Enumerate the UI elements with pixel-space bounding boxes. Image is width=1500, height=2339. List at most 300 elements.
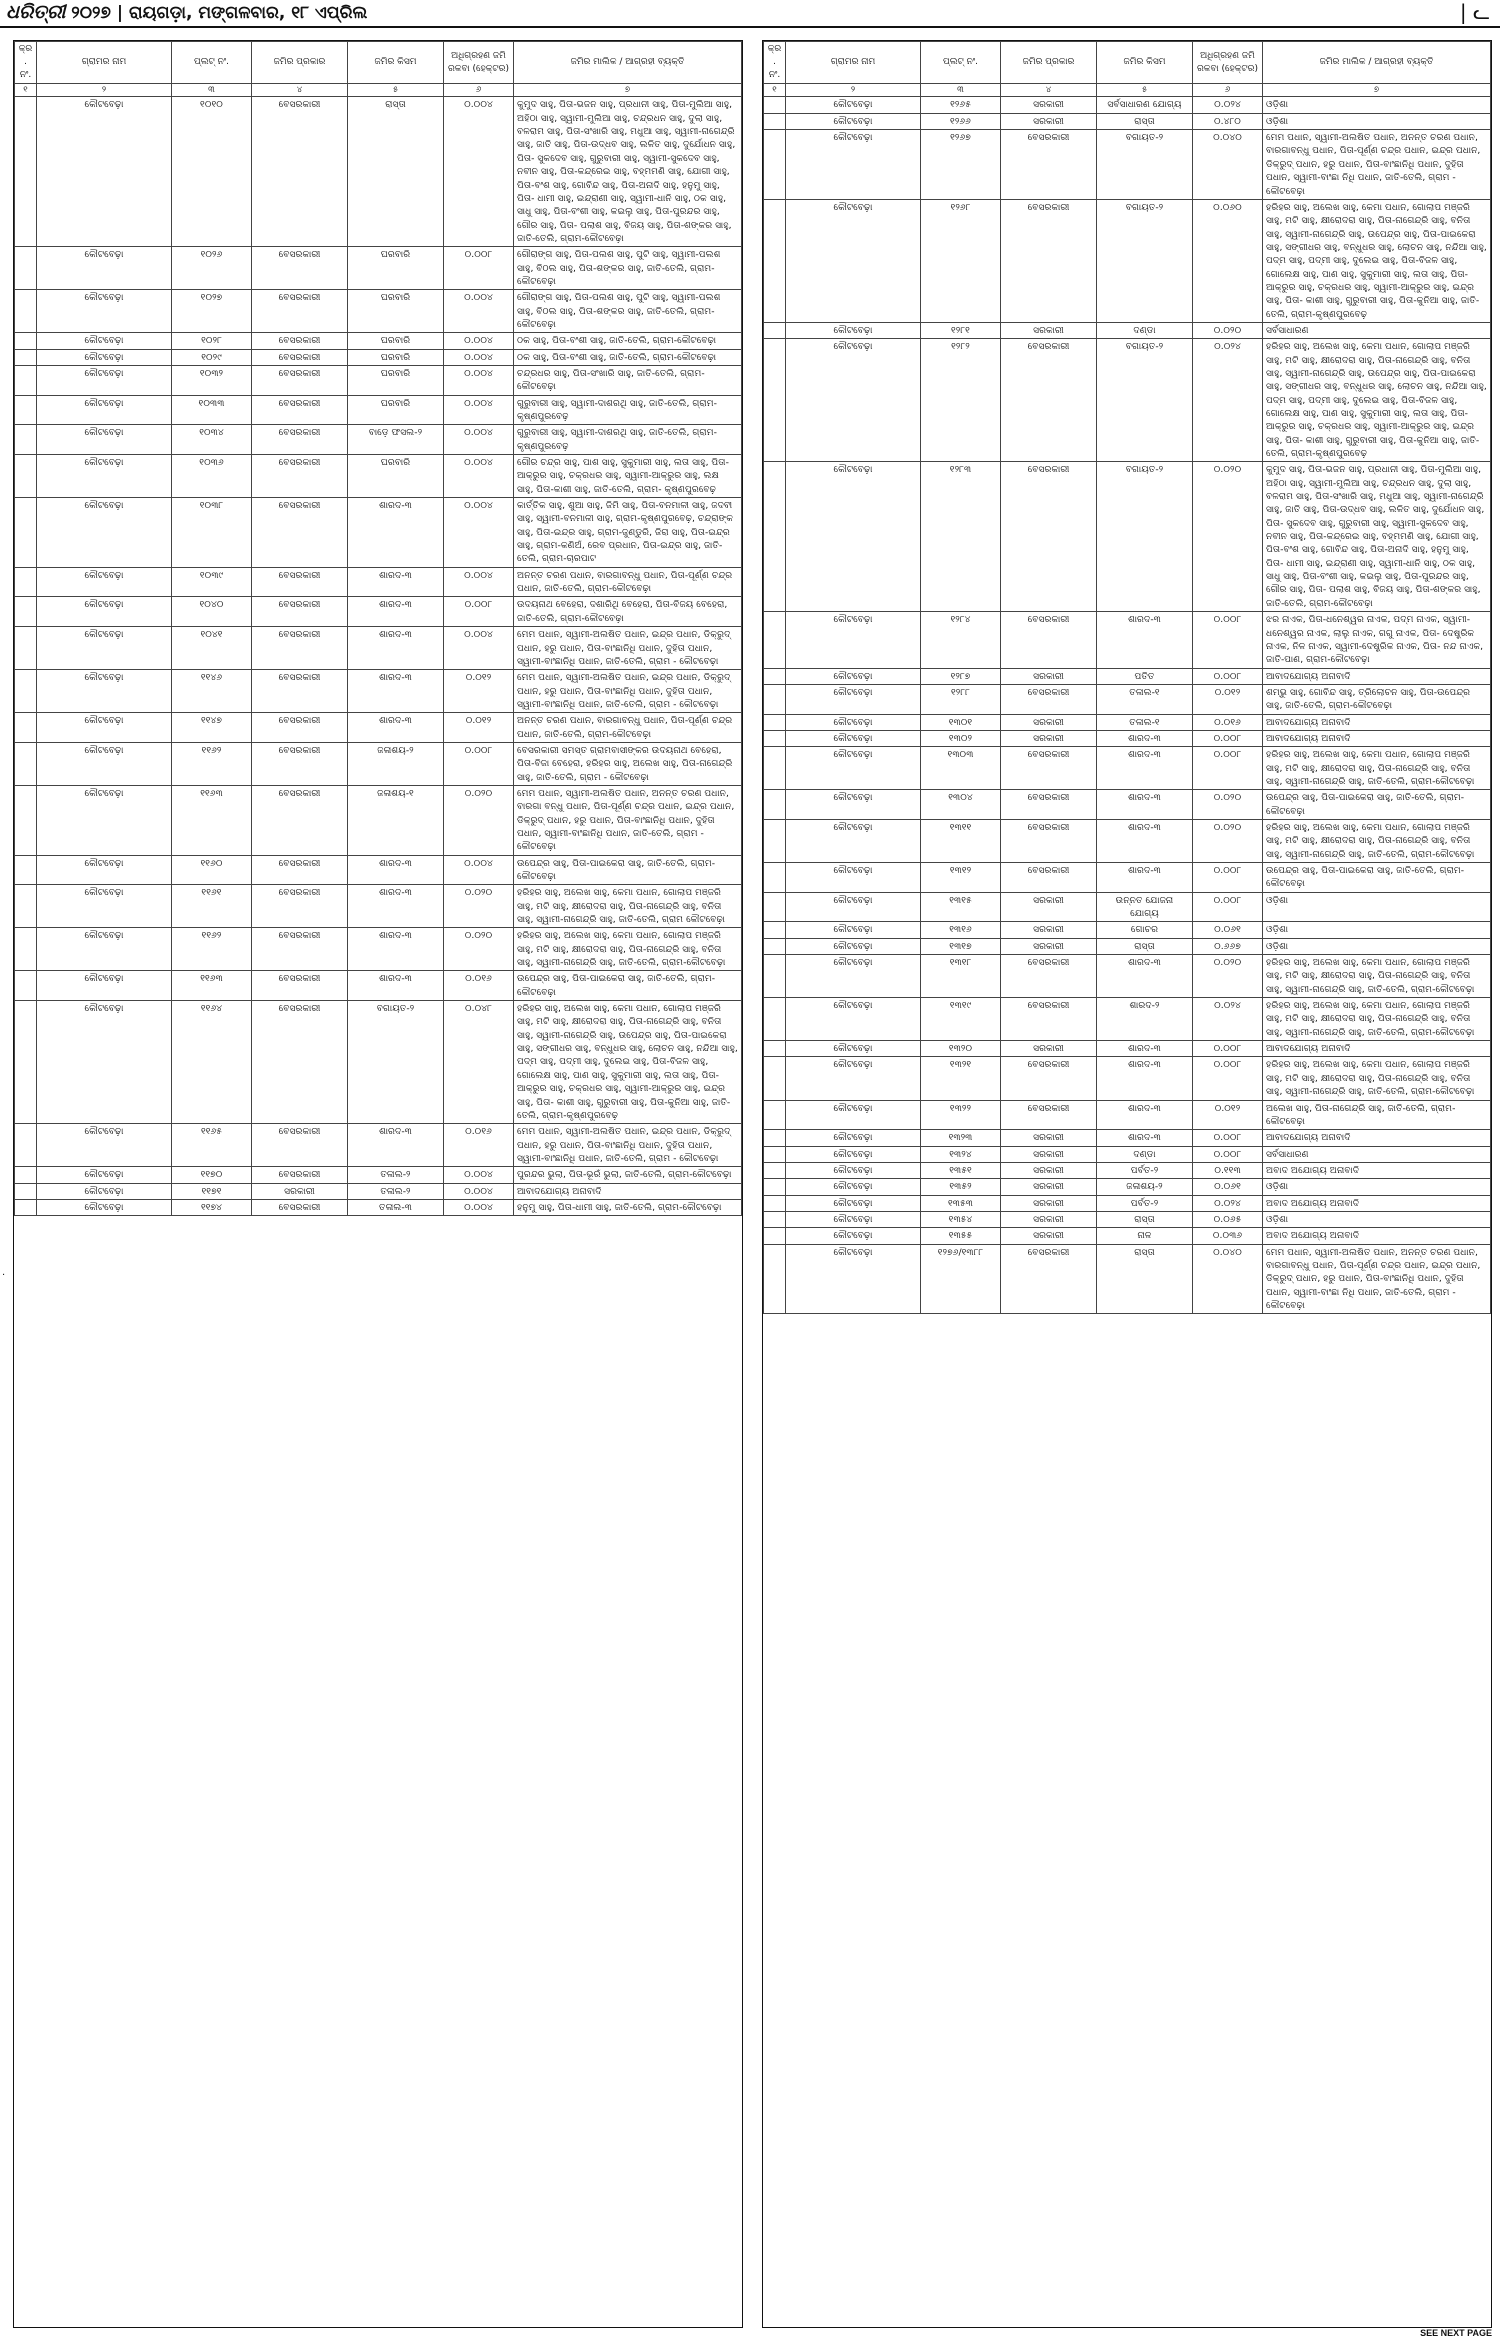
table-row	[15, 97, 742, 247]
area-cell: ୦.୦୦୮	[1193, 747, 1263, 790]
area-cell: ୦.୦୦୪	[444, 855, 514, 885]
village-cell: କୌଟବେଢ଼ା	[786, 1179, 921, 1195]
serial-cell	[15, 567, 37, 597]
newspaper-logo: ଧରିତ୍ରୀ	[6, 1, 66, 23]
land-type-cell: ବେସରକାରୀ	[252, 928, 348, 971]
owner-cell: ଶମ୍ଭୁ ସାହୁ, ଗୋବିନ୍ଦ ସାହୁ, ତ୍ରିଲୋଚନ ସାହୁ, ପିତା-ଉପେନ୍ଦ୍ର ସାହୁ, ଜାତି-ତେଲି, ଗ୍ରାମ-କୌଟବେଢ଼ା	[1263, 684, 1491, 714]
serial-cell	[15, 1001, 37, 1124]
village-cell: କୌଟବେଢ଼ା	[37, 333, 172, 349]
land-type-cell: ବେସରକାରୀ	[252, 1167, 348, 1183]
owner-cell: ହରିହର ସାହୁ, ଅଲେଖ ସାହୁ, କେମା ପଧାନ, ଗୋଲାପ ମଞ୍ଜରି ସାହୁ, ମଟି ସାହୁ, କ୍ଷୀରୋଦରା ସାହୁ, ପିତା-ନାଗେନ୍ଦ୍ରି ସାହୁ, ବନିତା ସାହୁ, ସ୍ୱାମୀ-ନାଗେନ୍ଦ୍ରି ସାହୁ, ଜାତି-ତେଲି, ଗ୍ରାମ କୌଟବେଢ଼ା	[514, 885, 742, 928]
land-class-cell: ଘରବାରି	[348, 333, 444, 349]
area-cell: ୦.୦୦୪	[444, 349, 514, 365]
land-class-cell: ଶାରଦ-୩	[1097, 1130, 1193, 1146]
plot-number-cell: ୧୦୧୦	[172, 97, 252, 247]
table-row	[15, 498, 742, 568]
plot-number-cell: ୧୩୧୫	[921, 892, 1001, 922]
newspaper-masthead	[0, 0, 1500, 28]
table-row	[15, 742, 742, 785]
see-next-page-note: SEE NEXT PAGE	[1420, 2328, 1492, 2338]
serial-cell	[764, 790, 786, 820]
area-cell: ୦.୦୪୦	[1193, 1244, 1263, 1314]
area-cell: ୦.୦୦୪	[444, 567, 514, 597]
plot-number-cell: ୧୨୬୫	[921, 97, 1001, 113]
table-row	[764, 714, 1491, 730]
plot-number-cell: ୧୦୨୭	[172, 290, 252, 333]
land-type-cell: ବେସରକାରୀ	[252, 333, 348, 349]
land-class-cell: ଉନ୍ନତ ଯୋଜନା ଯୋଗ୍ୟ	[1097, 892, 1193, 922]
land-class-cell: ଶାରଦ-୩	[348, 597, 444, 627]
area-cell: ୦.୦୬୦	[1193, 199, 1263, 322]
land-type-cell: ବେସରକାରୀ	[252, 670, 348, 713]
land-class-cell: ପତିତ	[1097, 668, 1193, 684]
serial-cell	[764, 1195, 786, 1211]
plot-number-cell: ୧୦୩୩	[172, 395, 252, 425]
land-type-cell: ବେସରକାରୀ	[1001, 998, 1097, 1041]
owner-cell: ଓଡ଼ିଶା	[1263, 1179, 1491, 1195]
table-row	[764, 97, 1491, 113]
serial-cell	[764, 130, 786, 200]
land-type-cell: ବେସରକାରୀ	[252, 247, 348, 290]
plot-number-cell: ୧୩୫୧	[921, 1162, 1001, 1178]
serial-cell	[764, 730, 786, 746]
column-number: ୩	[921, 84, 1001, 97]
land-type-cell: ବେସରକାରୀ	[252, 567, 348, 597]
serial-cell	[15, 1199, 37, 1215]
land-class-cell: ଦଣ୍ଡା	[1097, 1146, 1193, 1162]
land-type-cell: ବେସରକାରୀ	[252, 498, 348, 568]
plot-number-cell: ୧୦୨୯	[172, 349, 252, 365]
land-class-cell: ରାସ୍ତା	[1097, 938, 1193, 954]
plot-number-cell: ୧୩୦୨	[921, 730, 1001, 746]
land-class-cell: ଶାରଦ-୩	[348, 498, 444, 568]
village-cell: କୌଟବେଢ଼ା	[786, 747, 921, 790]
land-class-cell: ତଳାଲ-୧	[1097, 714, 1193, 730]
village-cell: କୌଟବେଢ଼ା	[786, 97, 921, 113]
owner-cell: ଗୌରାଙ୍ଗ ସାହୁ, ପିତା-ପଲଶ ସାହୁ, ପୁଟି ସାହୁ, ସ୍ୱାମୀ-ପଲଶ ସାହୁ, ବିଠଲ ସାହୁ, ପିତା-ଶଙ୍କର ସାହୁ, ଜାତି-ତେଲି, ଗ୍ରାମ-କୌଟବେଢ଼ା	[514, 290, 742, 333]
owner-cell: ଉଦୟନାଥ ବେହେରା, ଦଶାରିଥି ବେହେରା, ପିତା-ବିଜୟ ବେହେରା, ଜାତି-ତେଲି, ଗ୍ରାମ-କୌଟବେଢ଼ା	[514, 597, 742, 627]
serial-cell	[15, 627, 37, 670]
land-class-cell: ଦଣ୍ଡା	[1097, 322, 1193, 338]
owner-cell: ଓଡ଼ିଶା	[1263, 1211, 1491, 1227]
plot-number-cell: ୧୦୪୧	[172, 627, 252, 670]
owner-cell: ଓଡ଼ିଶା	[1263, 922, 1491, 938]
area-cell: ୦.୦୦୪	[444, 1167, 514, 1183]
plot-number-cell: ୧୨୬୮	[921, 199, 1001, 322]
land-type-cell: ସରକାରୀ	[1001, 1041, 1097, 1057]
village-cell: କୌଟବେଢ଼ା	[786, 714, 921, 730]
table-row	[764, 747, 1491, 790]
table-row	[15, 597, 742, 627]
serial-cell	[764, 747, 786, 790]
column-header: ଜମିର କିସମ	[348, 42, 444, 84]
plot-number-cell: ୧୦୩୨	[172, 365, 252, 395]
land-type-cell: ବେସରକାରୀ	[252, 597, 348, 627]
serial-cell	[15, 928, 37, 971]
area-cell: ୦.୦୦୪	[444, 395, 514, 425]
land-class-cell: ପର୍ବତ-୨	[1097, 1162, 1193, 1178]
serial-cell	[15, 971, 37, 1001]
land-type-cell: ବେସରକାରୀ	[252, 425, 348, 455]
table-row	[764, 1228, 1491, 1244]
owner-cell: ହରିହର ସାହୁ, ଅଲେଖ ସାହୁ, କେମା ପଧାନ, ଗୋଲାପ ମଞ୍ଜରି ସାହୁ, ମଟି ସାହୁ, କ୍ଷୀରୋଦରା ସାହୁ, ପିତା-ନାଗେନ୍ଦ୍ରି ସାହୁ, ବନିତା ସାହୁ, ସ୍ୱାମୀ-ନାଗେନ୍ଦ୍ରି ସାହୁ, ଉପେନ୍ଦ୍ର ସାହୁ, ପିତା-ପାଇକେରା ସାହୁ, ସଙ୍ଗୀଧର ସାହୁ, ବନ୍ଧୁଧର ସାହୁ, ଲୋଚନ ସାହୁ, ନନ୍ଦିଆ ସାହୁ, ପଦ୍ମ ସାହୁ, ପଦ୍ମୀ ସାହୁ, ଦୁଲେଇ ସାହୁ, ପିତା-ବିଜଳ ସାହୁ, ଗୋଲେକ୍ଷ ସାହୁ, ପାଣ ସାହୁ, ସୁକୁମାରୀ ସାହୁ, ଲତା ସାହୁ, ପିତା-ଆକ୍ରୁର ସାହୁ, ଚକ୍ରଧର ସାହୁ, ସ୍ୱାମୀ-ଆକ୍ରୁର ସାହୁ, ଇନ୍ଦ୍ର ସାହୁ, ପିତା- କାଶୀ ସାହୁ, ଗୁରୁବାରୀ ସାହୁ, ପିତା-କୁନିଆ ସାହୁ, ଜାତି-ତେଲି, ଗ୍ରାମ-କୃଷ୍ଣପୁରବେଢ଼	[1263, 339, 1491, 462]
area-cell: ୦.୦୨୦	[444, 928, 514, 971]
serial-cell	[764, 1244, 786, 1314]
village-cell: କୌଟବେଢ଼ା	[37, 349, 172, 365]
plot-number-cell: ୧୧୬୫	[172, 1124, 252, 1167]
plot-number-cell: ୧୧୭୦	[172, 1167, 252, 1183]
owner-cell: ଆବାଦଯୋଗ୍ୟ ଅନାବାଦି	[1263, 668, 1491, 684]
owner-cell: ହରିହର ସାହୁ, ଅଲେଖ ସାହୁ, କେମା ପଧାନ, ଗୋଲାପ ମଞ୍ଜରି ସାହୁ, ମଟି ସାହୁ, କ୍ଷୀରୋଦରା ସାହୁ, ପିତା-ନାଗେନ୍ଦ୍ରି ସାହୁ, ବନିତା ସାହୁ, ସ୍ୱାମୀ-ନାଗେନ୍ଦ୍ରି ସାହୁ, ଜାତି-ତେଲି, ଗ୍ରାମ-କୌଟବେଢ଼ା	[1263, 955, 1491, 998]
land-class-cell: ଶାରଦ-୩	[348, 567, 444, 597]
area-cell: ୦.୦୦୮	[1193, 668, 1263, 684]
table-row	[15, 395, 742, 425]
table-row	[764, 819, 1491, 862]
area-cell: ୦.୦୦୪	[444, 1183, 514, 1199]
area-cell: ୦.୦୦୮	[1193, 1130, 1263, 1146]
owner-cell: ମେମ ପଧାନ, ସ୍ୱାମୀ-ଅଲଷିତ ପଧାନ, ଅନନ୍ତ ଚରଣ ପଧାନ, ବାରଗାବନ୍ଧୁ ପଧାନ, ପିତା-ପୂର୍ଣ୍ଣ ଚନ୍ଦ୍ର ପଧାନ, ଇନ୍ଦ୍ର ପଧାନ, ଡିକ୍ରୁଦ୍ ପଧାନ, ହରୁ ପଧାନ, ପିତା-ବାଂଛାନିଧି ପଧାନ, ଦୁହିତା ପଧାନ, ସ୍ୱାମୀ-ବାଂଛା ନିଧି ପଧାନ, ଜାତି-ତେଲି, ଗ୍ରାମ - କୌଟବେଢ଼ା	[1263, 130, 1491, 200]
plot-number-cell: ୧୨୮୧	[921, 322, 1001, 338]
table-row	[15, 1167, 742, 1183]
owner-cell: ଓଡ଼ିଶା	[1263, 97, 1491, 113]
table-row	[764, 1146, 1491, 1162]
plot-number-cell: ୧୨୬୬	[921, 113, 1001, 129]
land-class-cell: ଶାରଦ-୩	[1097, 863, 1193, 893]
area-cell: ୦.୦୨୦	[444, 885, 514, 928]
serial-cell	[764, 1057, 786, 1100]
area-cell: ୦.୦୧୨	[1193, 1100, 1263, 1130]
table-row	[764, 922, 1491, 938]
owner-cell: ଗୌର ଚନ୍ଦ୍ର ସାହୁ, ପାଶ ସାହୁ, ସୁକୁମାରୀ ସାହୁ, ଲତା ସାହୁ, ପିତା-ଆକ୍ରୁର ସାହୁ, ଚକ୍ରଧର ସାହୁ, ସ୍ୱାମୀ-ଆକ୍ରୁର ସାହୁ, ଲକ୍ଷ ସାହୁ, ପିତା-କାଶୀ ସାହୁ, ଜାତି-ତେଲି, ଗ୍ରାମ- କୃଷ୍ଣପୁରବେଢ଼	[514, 455, 742, 498]
village-cell: କୌଟବେଢ଼ା	[37, 1183, 172, 1199]
village-cell: କୌଟବେଢ଼ା	[786, 863, 921, 893]
serial-cell	[15, 290, 37, 333]
area-cell: ୦.୧୧୩	[1193, 1162, 1263, 1178]
serial-cell	[15, 247, 37, 290]
land-class-cell: ତଳାଲ-୩	[348, 1199, 444, 1215]
area-cell: ୦.୦୦୪	[444, 290, 514, 333]
area-cell: ୦.୦୧୬	[444, 1124, 514, 1167]
land-type-cell: ସରକାରୀ	[1001, 113, 1097, 129]
village-cell: କୌଟବେଢ଼ା	[37, 742, 172, 785]
area-cell: ୦.୦୧୬	[1193, 714, 1263, 730]
land-type-cell: ବେସରକାରୀ	[252, 290, 348, 333]
area-cell: ୦.୦୦୮	[1193, 1146, 1263, 1162]
plot-number-cell: ୧୩୧୭	[921, 938, 1001, 954]
land-class-cell: ଶାରଦ-୩	[1097, 790, 1193, 820]
land-class-cell: ବଗାୟତ-୨	[1097, 199, 1193, 322]
land-class-cell: ତଳାଲ-୧	[1097, 684, 1193, 714]
land-class-cell: ତଳାଲ-୨	[348, 1183, 444, 1199]
area-cell: ୦.୦୦୪	[444, 1199, 514, 1215]
area-cell: ୦.୦୦୪	[444, 365, 514, 395]
owner-cell: ହରିହର ସାହୁ, ଅଲେଖ ସାହୁ, କେମା ପଧାନ, ଗୋଲାପ ମଞ୍ଜରି ସାହୁ, ମଟି ସାହୁ, କ୍ଷୀରୋଦରା ସାହୁ, ପିତା-ନାଗେନ୍ଦ୍ରି ସାହୁ, ବନିତା ସାହୁ, ସ୍ୱାମୀ-ନାଗେନ୍ଦ୍ରି ସାହୁ, ଜାତି-ତେଲି, ଗ୍ରାମ-କୌଟବେଢ଼ା	[1263, 998, 1491, 1041]
land-class-cell: ଘରବାରି	[348, 455, 444, 498]
owner-cell: ଗୁରୁବାରୀ ସାହୁ, ସ୍ୱାମୀ-ଦାଶରଥି ସାହୁ, ଜାତି-ତେଲି, ଗ୍ରାମ- କୃଷ୍ଣପୁରବେଢ଼	[514, 425, 742, 455]
village-cell: କୌଟବେଢ଼ା	[786, 1228, 921, 1244]
plot-number-cell: ୧୨୮୨	[921, 339, 1001, 462]
land-class-cell: ସର୍ବସାଧାରଣ ଯୋଗ୍ୟ	[1097, 97, 1193, 113]
village-cell: କୌଟବେଢ଼ା	[786, 1130, 921, 1146]
owner-cell: କାର୍ତ୍ତିକ ସାହୁ, ଶୁଆ ସାହୁ, ଜିମି ସାହୁ, ପିତା-ବନମାଳୀ ସାହୁ, ଜଦବୀ ସାହୁ, ସ୍ୱାମୀ-ବନମାଳୀ ସାହୁ, ଗ୍ରାମ-କୃଷ୍ଣପୁରବେଢ଼, ଚନ୍ଦ୍ରାଙ୍କ ସାହୁ, ପିତା-ଇନ୍ଦ୍ର ସାହୁ, ଗ୍ରାମ-ଜୁଣ୍ଡୁରି, ଜିରା ସାହୁ, ପିତା-ଇନ୍ଦ୍ର ସାହୁ, ଗ୍ରାମ-କଣିଅଁ, ରେବ ପ୍ରଧାନ, ପିତା-ଇନ୍ଦ୍ର ସାହୁ, ଜାତି-ତେଲି, ଗ୍ରାମ-ଚାରପାଟ	[514, 498, 742, 568]
plot-number-cell: ୧୧୬୦	[172, 855, 252, 885]
table-row	[15, 713, 742, 743]
masthead-date-line: ୨୦୨୭ | ରାୟଗଡ଼ା, ମଙ୍ଗଳବାର, ୧୮ ଏପ୍ରିଲ	[71, 3, 368, 23]
village-cell: କୌଟବେଢ଼ା	[786, 612, 921, 668]
plot-number-cell: ୧୦୪୦	[172, 597, 252, 627]
land-class-cell: ଶାରଦ-୩	[348, 1124, 444, 1167]
land-type-cell: ସରକାରୀ	[1001, 892, 1097, 922]
land-class-cell: ଶାରଦ-୩	[1097, 1100, 1193, 1130]
land-class-cell: ନାଳ	[1097, 1228, 1193, 1244]
owner-cell: ଗୁରୁବାରୀ ସାହୁ, ସ୍ୱାମୀ-ଦାଶରଥି ସାହୁ, ଜାତି-ତେଲି, ଗ୍ରାମ- କୃଷ୍ଣପୁରବେଢ଼	[514, 395, 742, 425]
land-class-cell: ଗୋଚର	[1097, 922, 1193, 938]
area-cell: ୦.୦୪୮	[444, 1001, 514, 1124]
land-class-cell: ଶାରଦ-୩	[348, 928, 444, 971]
serial-cell	[764, 322, 786, 338]
owner-cell: ମେମ ପଧାନ, ସ୍ୱାମୀ-ଅଲଷିତ ପଧାନ, ଇନ୍ଦ୍ର ପଧାନ, ଡିକ୍ରୁଦ୍ ପଧାନ, ହରୁ ପଧାନ, ପିତା-ବାଂଛାନିଧି ପଧାନ, ଦୁହିତା ପଧାନ, ସ୍ୱାମୀ-ବାଂଛାନିଧି ପଧାନ, ଜାତି-ତେଲି, ଗ୍ରାମ - କୌଟବେଢ଼ା	[514, 1124, 742, 1167]
table-row	[15, 785, 742, 855]
margin-tick: ·	[2, 1270, 6, 1281]
area-cell: ୦.୦୦୪	[444, 425, 514, 455]
owner-cell: ସର୍ବସାଧାରଣ	[1263, 1146, 1491, 1162]
land-class-cell: ଘରବାରି	[348, 290, 444, 333]
land-type-cell: ସରକାରୀ	[1001, 714, 1097, 730]
area-cell: ୦.୦୨୦	[1193, 790, 1263, 820]
village-cell: କୌଟବେଢ଼ା	[37, 1167, 172, 1183]
table-row	[15, 365, 742, 395]
village-cell: କୌଟବେଢ଼ା	[786, 998, 921, 1041]
serial-cell	[764, 819, 786, 862]
land-class-cell: ତଳାଲ-୨	[348, 1167, 444, 1183]
table-row	[764, 1195, 1491, 1211]
plot-number-cell: ୧୩୧୮	[921, 955, 1001, 998]
column-header: କ୍ର. ନଂ.	[764, 42, 786, 84]
column-number: ୩	[172, 84, 252, 97]
village-cell: କୌଟବେଢ଼ା	[37, 290, 172, 333]
village-cell: କୌଟବେଢ଼ା	[37, 627, 172, 670]
land-type-cell: ସରକାରୀ	[1001, 97, 1097, 113]
column-number: ୨	[786, 84, 921, 97]
owner-cell: ସର୍ବସାଧାରଣ	[1263, 322, 1491, 338]
land-type-cell: ବେସରକାରୀ	[252, 349, 348, 365]
area-cell: ୦.୦୦୮	[1193, 1041, 1263, 1057]
plot-number-cell: ୧୦୨୬	[172, 247, 252, 290]
plot-number-cell: ୧୩୦୪	[921, 790, 1001, 820]
land-class-cell: ଜଳାଶୟ-୧	[348, 785, 444, 855]
land-type-cell: ସରକାରୀ	[1001, 1162, 1097, 1178]
serial-cell	[15, 597, 37, 627]
plot-number-cell: ୧୩୫୪	[921, 1211, 1001, 1227]
table-row	[764, 892, 1491, 922]
plot-number-cell: ୧୧୪୭	[172, 713, 252, 743]
serial-cell	[15, 713, 37, 743]
table-row	[15, 455, 742, 498]
plot-number-cell: ୧୧୬୨	[172, 928, 252, 971]
column-number: ୭	[1263, 84, 1491, 97]
owner-cell: ବେସରକାରୀ ସମସ୍ତ ଗ୍ରାମବାସୀଙ୍କର ଉଦୟନାଥ ବେହେରା, ପିତା-ବିଜା ବେହେରା, ହରିହର ସାହୁ, ଅଲେଖ ସାହୁ, ପିତା-ନାଗେନ୍ଦ୍ରି ସାହୁ, ଜାତି-ତେଲି, ଗ୍ରାମ - କୌଟବେଢ଼ା	[514, 742, 742, 785]
land-type-cell: ବେସରକାରୀ	[252, 855, 348, 885]
area-cell: ୦.୦୧୨	[1193, 684, 1263, 714]
area-cell: ୦.୦୦୪	[444, 627, 514, 670]
area-cell: ୦.୦୨୦	[444, 785, 514, 855]
plot-number-cell: ୧୧୬୧	[172, 885, 252, 928]
plot-number-cell: ୧୨୮୪	[921, 612, 1001, 668]
column-header: ଗ୍ରାମର ନାମ	[786, 42, 921, 84]
land-class-cell: ରାସ୍ତା	[1097, 113, 1193, 129]
area-cell: ୦.୦୦୮	[444, 742, 514, 785]
owner-cell: ଠକ ସାହୁ, ପିତା-ବଂଶୀ ସାହୁ, ଜାତି-ତେଲି, ଗ୍ରାମ-କୌଟବେଢ଼ା	[514, 333, 742, 349]
column-number: ୭	[514, 84, 742, 97]
table-row	[15, 1199, 742, 1215]
serial-cell	[15, 349, 37, 365]
table-row	[764, 199, 1491, 322]
village-cell: କୌଟବେଢ଼ା	[786, 462, 921, 612]
land-class-cell: ଶାରଦ-୩	[348, 971, 444, 1001]
area-cell: ୦.୦୬୫	[1193, 1211, 1263, 1227]
table-row	[764, 938, 1491, 954]
land-type-cell: ବେସରକାରୀ	[252, 1199, 348, 1215]
land-class-cell: ଘରବାରି	[348, 365, 444, 395]
land-class-cell: ରାସ୍ତା	[348, 97, 444, 247]
owner-cell: ମେମ ପଧାନ, ସ୍ୱାମୀ-ଅଲଷିତ ପଧାନ, ଅନନ୍ତ ଚରଣ ପଧାନ, ବାରଗାବନ୍ଧୁ ପଧାନ, ପିତା-ପୂର୍ଣ୍ଣ ଚନ୍ଦ୍ର ପଧାନ, ଇନ୍ଦ୍ର ପଧାନ, ଡିକ୍ରୁଦ୍ ପଧାନ, ହରୁ ପଧାନ, ପିତା-ବାଂଛାନିଧି ପଧାନ, ଦୁହିତା ପଧାନ, ସ୍ୱାମୀ-ବାଂଛା ନିଧି ପଧାନ, ଜାତି-ତେଲି, ଗ୍ରାମ - କୌଟବେଢ଼ା	[1263, 1244, 1491, 1314]
village-cell: କୌଟବେଢ଼ା	[37, 247, 172, 290]
land-type-cell: ବେସରକାରୀ	[252, 97, 348, 247]
land-type-cell: ବେସରକାରୀ	[252, 455, 348, 498]
column-number: ୫	[1097, 84, 1193, 97]
land-acquisition-table-right	[763, 41, 1491, 1314]
area-cell: ୦.୦୦୪	[444, 333, 514, 349]
land-type-cell: ବେସରକାରୀ	[1001, 1100, 1097, 1130]
owner-cell: ଅବାଦ ଅଯୋଗ୍ୟ ଅନାବାଦି	[1263, 1162, 1491, 1178]
area-cell: ୦.୦୦୮	[1193, 892, 1263, 922]
land-class-cell: ଶାରଦ-୨	[1097, 998, 1193, 1041]
owner-cell: ହରିହର ସାହୁ, ଅଲେଖ ସାହୁ, କେମା ପଧାନ, ଗୋଲାପ ମଞ୍ଜରି ସାହୁ, ମଟି ସାହୁ, କ୍ଷୀରୋଦରା ସାହୁ, ପିତା-ନାଗେନ୍ଦ୍ରି ସାହୁ, ବନିତା ସାହୁ, ସ୍ୱାମୀ-ନାଗେନ୍ଦ୍ରି ସାହୁ, ଉପେନ୍ଦ୍ର ସାହୁ, ପିତା-ପାଇକେରା ସାହୁ, ସଙ୍ଗୀଧର ସାହୁ, ବନ୍ଧୁଧର ସାହୁ, ଲୋଚନ ସାହୁ, ନନ୍ଦିଆ ସାହୁ, ପଦ୍ମ ସାହୁ, ପଦ୍ମୀ ସାହୁ, ଦୁଲେଇ ସାହୁ, ପିତା-ବିଜଳ ସାହୁ, ଗୋଲେକ୍ଷ ସାହୁ, ପାଣ ସାହୁ, ସୁକୁମାରୀ ସାହୁ, ଲତା ସାହୁ, ପିତା-ଆକ୍ରୁର ସାହୁ, ଚକ୍ରଧର ସାହୁ, ସ୍ୱାମୀ-ଆକ୍ରୁର ସାହୁ, ଇନ୍ଦ୍ର ସାହୁ, ପିତା- କାଶୀ ସାହୁ, ଗୁରୁବାରୀ ସାହୁ, ପିତା-କୁନିଆ ସାହୁ, ଜାତି-ତେଲି, ଗ୍ରାମ-କୃଷ୍ଣପୁରବେଢ଼	[514, 1001, 742, 1124]
area-cell: ୦.୦୦୪	[444, 97, 514, 247]
village-cell: କୌଟବେଢ଼ା	[37, 498, 172, 568]
table-row	[764, 1130, 1491, 1146]
owner-cell: ଠକ ସାହୁ, ପିତା-ବଂଶୀ ସାହୁ, ଜାତି-ତେଲି, ଗ୍ରାମ-କୌଟବେଢ଼ା	[514, 349, 742, 365]
area-cell: ୦.୦୧୬	[444, 971, 514, 1001]
plot-number-cell: ୧୧୬୨	[172, 742, 252, 785]
plot-number-cell: ୧୧୬୪	[172, 1001, 252, 1124]
serial-cell	[764, 1100, 786, 1130]
land-class-cell: ଶାରଦ-୩	[1097, 819, 1193, 862]
serial-cell	[764, 1146, 786, 1162]
column-number-row	[15, 84, 742, 97]
land-type-cell: ବେସରକାରୀ	[1001, 462, 1097, 612]
land-class-cell: ଶାରଦ-୩	[1097, 730, 1193, 746]
column-header: ଅଧିଗ୍ରହଣ ଜମି ରକବା (ହେକ୍ଟର)	[1193, 42, 1263, 84]
area-cell: ୦.୦୨୪	[1193, 339, 1263, 462]
serial-cell	[15, 425, 37, 455]
table-row	[15, 971, 742, 1001]
land-type-cell: ସରକାରୀ	[1001, 1146, 1097, 1162]
owner-cell: ହରିହର ସାହୁ, ଅଲେଖ ସାହୁ, କେମା ପଧାନ, ଗୋଲାପ ମଞ୍ଜରି ସାହୁ, ମଟି ସାହୁ, କ୍ଷୀରୋଦରା ସାହୁ, ପିତା-ନାଗେନ୍ଦ୍ରି ସାହୁ, ବନିତା ସାହୁ, ସ୍ୱାମୀ-ନାଗେନ୍ଦ୍ରି ସାହୁ, ଉପେନ୍ଦ୍ର ସାହୁ, ପିତା-ପାଇକେରା ସାହୁ, ସଙ୍ଗୀଧର ସାହୁ, ବନ୍ଧୁଧର ସାହୁ, ଲୋଚନ ସାହୁ, ନନ୍ଦିଆ ସାହୁ, ପଦ୍ମ ସାହୁ, ପଦ୍ମୀ ସାହୁ, ଦୁଲେଇ ସାହୁ, ପିତା-ବିଜଳ ସାହୁ, ଗୋଲେକ୍ଷ ସାହୁ, ପାଣ ସାହୁ, ସୁକୁମାରୀ ସାହୁ, ଲତା ସାହୁ, ପିତା-ଆକ୍ରୁର ସାହୁ, ଚକ୍ରଧର ସାହୁ, ସ୍ୱାମୀ-ଆକ୍ରୁର ସାହୁ, ଇନ୍ଦ୍ର ସାହୁ, ପିତା- କାଶୀ ସାହୁ, ଗୁରୁବାରୀ ସାହୁ, ପିତା-କୁନିଆ ସାହୁ, ଜାତି-ତେଲି, ଗ୍ରାମ-କୃଷ୍ଣପୁରବେଢ଼	[1263, 199, 1491, 322]
table-row	[15, 1183, 742, 1199]
village-cell: କୌଟବେଢ଼ା	[786, 1146, 921, 1162]
table-row	[15, 349, 742, 365]
column-header: ଜମିର ମାଲିକ / ଆଗ୍ରହୀ ବ୍ୟକ୍ତି	[514, 42, 742, 84]
table-row	[15, 247, 742, 290]
plot-number-cell: ୧୨୮୭	[921, 668, 1001, 684]
owner-cell: ହରିହର ସାହୁ, ଅଲେଖ ସାହୁ, କେମା ପଧାନ, ଗୋଲାପ ମଞ୍ଜରି ସାହୁ, ମଟି ସାହୁ, କ୍ଷୀରୋଦରା ସାହୁ, ପିତା-ନାଗେନ୍ଦ୍ରି ସାହୁ, ବନିତା ସାହୁ, ସ୍ୱାମୀ-ନାଗେନ୍ଦ୍ରି ସାହୁ, ଜାତି-ତେଲି, ଗ୍ରାମ-କୌଟବେଢ଼ା	[514, 928, 742, 971]
land-type-cell: ସରକାରୀ	[252, 1183, 348, 1199]
serial-cell	[764, 1179, 786, 1195]
table-row	[764, 1211, 1491, 1227]
column-header: ଜମିର ମାଲିକ / ଆଗ୍ରହୀ ବ୍ୟକ୍ତି	[1263, 42, 1491, 84]
land-type-cell: ବେସରକାରୀ	[1001, 1057, 1097, 1100]
village-cell: କୌଟବେଢ଼ା	[37, 855, 172, 885]
area-cell: ୦.୦୨୪	[1193, 1195, 1263, 1211]
owner-cell: ଗୌରାଙ୍ଗ ସାହୁ, ପିତା-ପଲଶ ସାହୁ, ପୁଟି ସାହୁ, ସ୍ୱାମୀ-ପଲଶ ସାହୁ, ବିଠଲ ସାହୁ, ପିତା-ଶଙ୍କର ସାହୁ, ଜାତି-ତେଲି, ଗ୍ରାମ-କୌଟବେଢ଼ା	[514, 247, 742, 290]
land-type-cell: ସରକାରୀ	[1001, 1228, 1097, 1244]
area-cell: ୦.୦୦୮	[444, 247, 514, 290]
area-cell: ୦.୦୨୦	[1193, 462, 1263, 612]
land-type-cell: ବେସରକାରୀ	[1001, 612, 1097, 668]
village-cell: କୌଟବେଢ଼ା	[37, 97, 172, 247]
column-number: ୬	[444, 84, 514, 97]
column-header: କ୍ର. ନଂ.	[15, 42, 37, 84]
owner-cell: ଉପେନ୍ଦ୍ର ସାହୁ, ପିତା-ପାଇକେରା ସାହୁ, ଜାତି-ତେଲି, ଗ୍ରାମ-କୌଟବେଢ଼ା	[514, 971, 742, 1001]
village-cell: କୌଟବେଢ଼ା	[786, 1057, 921, 1100]
table-body	[15, 97, 742, 1216]
land-class-cell: ବଗାୟତ-୨	[1097, 339, 1193, 462]
table-row	[15, 425, 742, 455]
owner-cell: ଝର ନାଏକ, ପିତା-ଧନେଶ୍ୱର ନାଏକ, ପଦ୍ମ ନାଏକ, ସ୍ୱାମୀ-ଧନେଶ୍ୱର ନାଏକ, ଲାଲୁ ନାଏକ, ଗଗୁ ନାଏକ, ପିତା- ଦେଷ୍ଟ୍ରିକ ନାଏକ, ନିଳ ନାଏକ, ସ୍ୱାମୀ-ଦେଷ୍ଟ୍ରିକ ନାଏକ, ପିତା- ନନ୍ଦ ନାଏକ, ଜାତି-ପାଣ, ଗ୍ରାମ-କୌଟବେଢ଼ା	[1263, 612, 1491, 668]
village-cell: କୌଟବେଢ଼ା	[37, 567, 172, 597]
owner-cell: ଚନ୍ଦ୍ରଧର ସାହୁ, ପିତା-ସଂଖାରି ସାହୁ, ଜାତି-ତେଲି, ଗ୍ରାମ-କୌଟବେଢ଼ା	[514, 365, 742, 395]
plot-number-cell: ୧୩୫୨	[921, 1179, 1001, 1195]
owner-cell: କୁମୁଦ ସାହୁ, ପିତା-ଭଜନ ସାହୁ, ପ୍ରଧାନୀ ସାହୁ, ପିତା-ମୁଲିଆ ସାହୁ, ଅହିଠା ସାହୁ, ସ୍ୱାମୀ-ମୁଲିଆ ସାହୁ, ଚନ୍ଦ୍ରଧନ ସାହୁ, ଦୁଲା ସାହୁ, ବଳରାମ ସାହୁ, ପିତା-ସଂଖାରି ସାହୁ, ମଧୁଆ ସାହୁ, ସ୍ୱାମୀ-ନାଗେନ୍ଦ୍ରି ସାହୁ, ଜାତି ସାହୁ, ପିତା-ଉଦ୍ଧବ ସାହୁ, ଲଳିତ ସାହୁ, ଦୁର୍ଯୋଧନ ସାହୁ, ପିତା- ସୁକଦେବ ସାହୁ, ଗୁରୁବାରୀ ସାହୁ, ସ୍ୱାମୀ-ସୁକଦେବ ସାହୁ, ନବୀନ ସାହୁ, ପିତା-କନ୍ଦ୍ରେଇ ସାହୁ, ବହ୍ମମଣି ସାହୁ, ଯୋଗୀ ସାହୁ, ପିତା-ବଂଶ ସାହୁ, ଗୋବିନ୍ଦ ସାହୁ, ପିତା-ଅନାଦି ସାହୁ, ହନୁମୁ ସାହୁ, ପିତା- ଧାମୀ ସାହୁ, ଇନ୍ଦ୍ରାଣୀ ସାହୁ, ସ୍ୱାମୀ-ଧାନି ସାହୁ, ଠକ ସାହୁ, ସାଧୁ ସାହୁ, ପିତା-ବଂଶୀ ସାହୁ, କଇଲୁ ସାହୁ, ପିତା-ପୁରନ୍ଦର ସାହୁ, ଗୌର ସାହୁ, ପିତା- ପଲାଶ ସାହୁ, ବିଜୟ ସାହୁ, ପିତା-ଶଙ୍କର ସାହୁ, ଜାତି-ତେଲି, ଗ୍ରାମ-କୌଟବେଢ଼ା	[1263, 462, 1491, 612]
owner-cell: ଆବାଦଯୋଗ୍ୟ ଅନାବାଦି	[1263, 1130, 1491, 1146]
table-row	[15, 333, 742, 349]
serial-cell	[15, 1183, 37, 1199]
area-cell: ୦.୦୨୦	[1193, 322, 1263, 338]
land-class-cell: ରାସ୍ତା	[1097, 1244, 1193, 1314]
serial-cell	[15, 333, 37, 349]
area-cell: ୦.୦୦୪	[444, 498, 514, 568]
land-class-cell: ଶାରଦ-୩	[348, 885, 444, 928]
village-cell: କୌଟବେଢ଼ା	[786, 790, 921, 820]
plot-number-cell: ୧୦୩୮	[172, 498, 252, 568]
land-type-cell: ବେସରକାରୀ	[1001, 747, 1097, 790]
village-cell: କୌଟବେଢ଼ା	[37, 971, 172, 1001]
serial-cell	[764, 339, 786, 462]
land-type-cell: ସରକାରୀ	[1001, 938, 1097, 954]
serial-cell	[15, 785, 37, 855]
village-cell: କୌଟବେଢ଼ା	[37, 785, 172, 855]
masthead-title	[6, 1, 367, 23]
land-type-cell: ବେସରକାରୀ	[1001, 863, 1097, 893]
table-row	[764, 1244, 1491, 1314]
land-class-cell: ରାସ୍ତା	[1097, 1211, 1193, 1227]
table-row	[764, 790, 1491, 820]
table-row	[764, 998, 1491, 1041]
plot-number-cell: ୧୩୧୨	[921, 863, 1001, 893]
table-row	[15, 627, 742, 670]
table-row	[764, 730, 1491, 746]
masthead-page-mark: | ᓚ	[1459, 0, 1490, 24]
plot-number-cell: ୧୩୫୫	[921, 1228, 1001, 1244]
owner-cell: ଉପେନ୍ଦ୍ର ସାହୁ, ପିତା-ପାଇକେରା ସାହୁ, ଜାତି-ତେଲି, ଗ୍ରାମ-କୌଟବେଢ଼ା	[514, 855, 742, 885]
table-row	[15, 670, 742, 713]
serial-cell	[764, 199, 786, 322]
owner-cell: ହନୁମୁ ସାହୁ, ପିତା-ଧାମୀ ସାହୁ, ଜାତି-ତେଲି, ଗ୍ରାମ-କୌଟବେଢ଼ା	[514, 1199, 742, 1215]
owner-cell: ହରିହର ସାହୁ, ଅଲେଖ ସାହୁ, କେମା ପଧାନ, ଗୋଲାପ ମଞ୍ଜରି ସାହୁ, ମଟି ସାହୁ, କ୍ଷୀରୋଦରା ସାହୁ, ପିତା-ନାଗେନ୍ଦ୍ରି ସାହୁ, ବନିତା ସାହୁ, ସ୍ୱାମୀ-ନାଗେନ୍ଦ୍ରି ସାହୁ, ଜାତି-ତେଲି, ଗ୍ରାମ-କୌଟବେଢ଼ା	[1263, 819, 1491, 862]
plot-number-cell: ୧୩୦୧	[921, 714, 1001, 730]
plot-number-cell: ୧୧୬୩	[172, 785, 252, 855]
